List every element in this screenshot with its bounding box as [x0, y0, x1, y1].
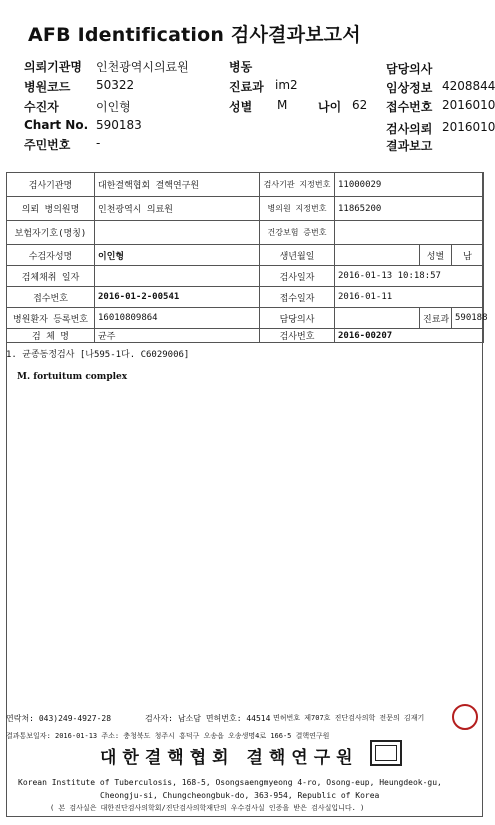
department-value: 590188	[452, 308, 484, 329]
receipt-no-label: 접수번호	[386, 100, 433, 114]
resident-no-value: -	[96, 136, 101, 150]
director-stamp-icon	[452, 704, 478, 730]
requester-label: 의뢰기관명	[24, 60, 82, 74]
age-value: 62	[352, 98, 368, 112]
department-label: 진료과	[420, 308, 452, 329]
footer-accreditation-note: ( 본 검사실은 대한진단검사의학회/진단검사의학재단의 우수검사실 인증을 받은 검사실입니다. )	[50, 804, 365, 812]
hospital-code-value: 50322	[96, 78, 135, 92]
collection-date-value	[95, 266, 260, 287]
sex-label: 성별	[229, 100, 253, 114]
test-date-value: 2016-01-13 10:18:57	[335, 266, 484, 287]
lab-id-label: 검사기관 지정번호	[260, 173, 335, 197]
footer-address-en-2: Cheongju-si, Chungcheongbuk-do, 363-954, Republic of Korea	[100, 791, 380, 800]
lab-id-value: 11000029	[335, 173, 484, 197]
insurer-label: 보험자기호(명칭)	[7, 221, 95, 245]
patient-value: 이인형	[96, 100, 131, 114]
collection-date-label: 검체채취 일자	[7, 266, 95, 287]
report-title: AFB Identification 검사결과보고서	[28, 24, 361, 46]
physician-label: 담당의사	[260, 308, 335, 329]
footer-license: 면허번호 제707호 진단검사의학 전문의 김재기	[273, 714, 425, 722]
birthdate-label: 생년월일	[260, 245, 335, 266]
test-date-label: 검사일자	[260, 266, 335, 287]
hospital-code-label: 병원코드	[24, 80, 71, 94]
official-seal-icon	[370, 740, 402, 766]
birthdate-value	[335, 245, 420, 266]
footer-contact: 연락처: 043)249-4927-28	[6, 714, 112, 723]
patient-label: 수진자	[24, 100, 59, 114]
table-row	[7, 287, 484, 308]
dept-value: im2	[275, 78, 298, 92]
request-value: 2016010	[442, 120, 495, 134]
sex-cell-value: 남	[452, 245, 484, 266]
table-row	[7, 173, 484, 197]
insurance-no-value	[335, 221, 484, 245]
age-label: 나이	[318, 100, 342, 114]
request-label: 검사의뢰	[386, 122, 433, 136]
lab-name-label: 검사기관명	[7, 173, 95, 197]
footer-examiner: 검사자: 남소담 면허번호: 44514	[145, 714, 271, 723]
receipt-date-value: 2016-01-11	[335, 287, 484, 308]
hospital-id-label: 병의원 지정번호	[260, 197, 335, 221]
accession-no-label: 접수번호	[7, 287, 95, 308]
insurer-value	[95, 221, 260, 245]
table-row	[7, 266, 484, 287]
table-row	[7, 221, 484, 245]
specimen-value: 균주	[95, 329, 260, 343]
hospital-name-value: 인천광역시 의료원	[95, 197, 260, 221]
table-row	[7, 308, 484, 329]
test-no-value: 2016-00207	[335, 329, 484, 343]
table-row	[7, 245, 484, 266]
report-info-table	[6, 172, 488, 343]
footer-address-en-1: Korean Institute of Tuberculosis, 168-5, Osongsaengmyeong 4-ro, Osong-eup, Heungdeok-gu,	[18, 778, 442, 787]
specimen-label: 검 체 명	[7, 329, 95, 343]
patient-reg-value: 16010809864	[95, 308, 260, 329]
result-report-label: 결과보고	[386, 139, 433, 153]
hospital-name-label: 의뢰 병의원명	[7, 197, 95, 221]
table-row	[7, 329, 484, 343]
insurance-no-label: 건강보험 증번호	[260, 221, 335, 245]
receipt-date-label: 접수일자	[260, 287, 335, 308]
requester-value: 인천광역시의료원	[96, 60, 189, 74]
table-row	[7, 197, 484, 221]
sex-cell-label: 성별	[420, 245, 452, 266]
test-no-label: 검사번호	[260, 329, 335, 343]
result-organism: M. fortuitum complex	[17, 372, 128, 382]
dept-label: 진료과	[229, 80, 264, 94]
clinical-info-value: 4208844	[442, 79, 495, 93]
chart-no-label: Chart No.	[24, 118, 89, 132]
ward-label: 병동	[229, 60, 253, 74]
chart-no-value: 590183	[96, 118, 142, 132]
patient-reg-label: 병원환자 등록번호	[7, 308, 95, 329]
footer-report-date: 결과통보일자: 2016-01-13 주소: 충청북도 청주시 흥덕구 오송읍 오송생명4로 166-5 결핵연구원	[6, 732, 330, 740]
accession-no-value: 2016-01-2-00541	[95, 287, 260, 308]
hospital-id-value: 11865200	[335, 197, 484, 221]
clinical-info-label: 임상정보	[386, 81, 433, 95]
lab-name-value: 대한결핵협회 결핵연구원	[95, 173, 260, 197]
organization-name: 대한결핵협회 결핵연구원	[100, 748, 359, 768]
result-test-line: 1. 균종동정검사 [나595-1다. C6029006]	[6, 350, 190, 360]
doctor-label: 담당의사	[386, 62, 433, 76]
examinee-label: 수검자성명	[7, 245, 95, 266]
physician-value	[335, 308, 420, 329]
resident-no-label: 주민번호	[24, 138, 71, 152]
receipt-no-value: 2016010	[442, 98, 495, 112]
examinee-value: 이인형	[95, 245, 260, 266]
sex-value: M	[277, 98, 288, 112]
